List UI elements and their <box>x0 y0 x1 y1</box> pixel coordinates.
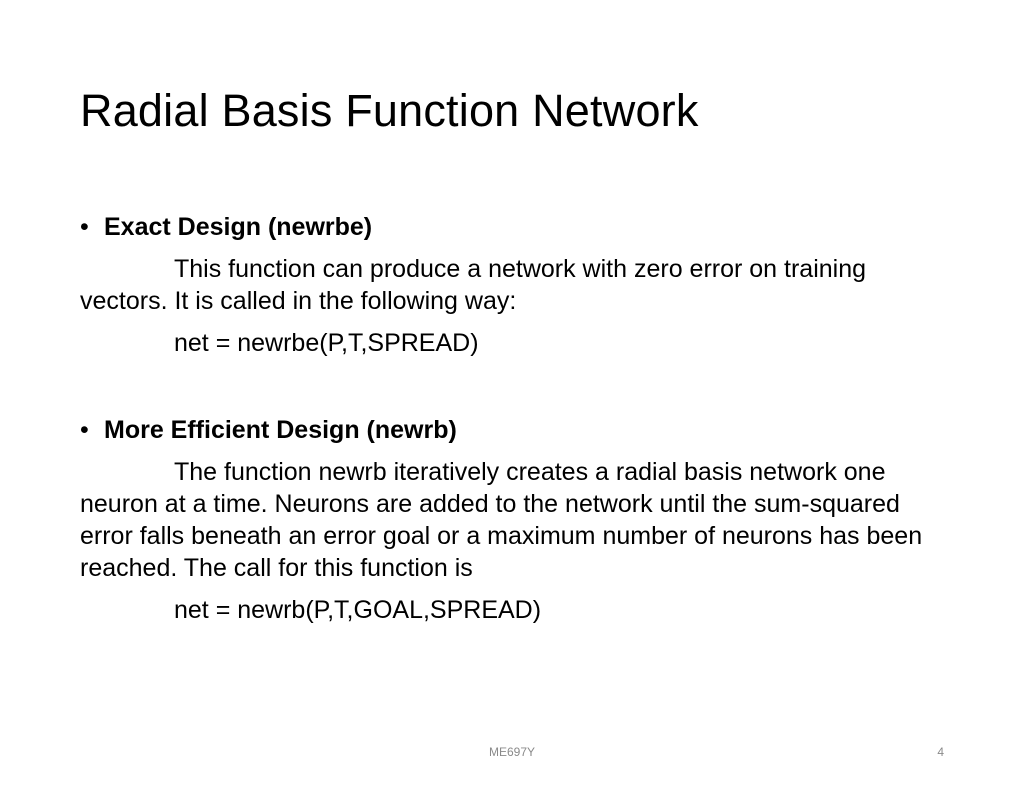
bullet-item <box>80 414 950 446</box>
bullet-item <box>80 211 950 243</box>
code-line: net = newrbe(P,T,SPREAD) <box>174 329 479 357</box>
section-exact-design <box>80 211 950 359</box>
page-number: 4 <box>937 745 944 759</box>
section-efficient-design <box>80 414 950 626</box>
slide-title: Radial Basis Function Network <box>80 85 699 136</box>
slide-body <box>80 211 950 626</box>
bullet-icon: • <box>80 416 89 444</box>
bullet-heading: Exact Design (newrbe) <box>104 213 373 241</box>
code-line: net = newrb(P,T,GOAL,SPREAD) <box>174 596 542 624</box>
bullet-heading: More Efficient Design (newrb) <box>104 416 457 444</box>
section-paragraph: This function can produce a network with zero error on training vectors. It is called in the following way: <box>80 255 867 315</box>
section-spacer <box>80 359 950 414</box>
footer-course-label: ME697Y <box>488 745 536 759</box>
bullet-icon: • <box>80 213 89 241</box>
section-paragraph: The function newrb iteratively creates a radial basis network one neuron at a time. Neurons are added to the network until the sum-squared error falls beneath an error goal or a maximum number of neurons has been reached. The call for this function is <box>80 458 923 582</box>
